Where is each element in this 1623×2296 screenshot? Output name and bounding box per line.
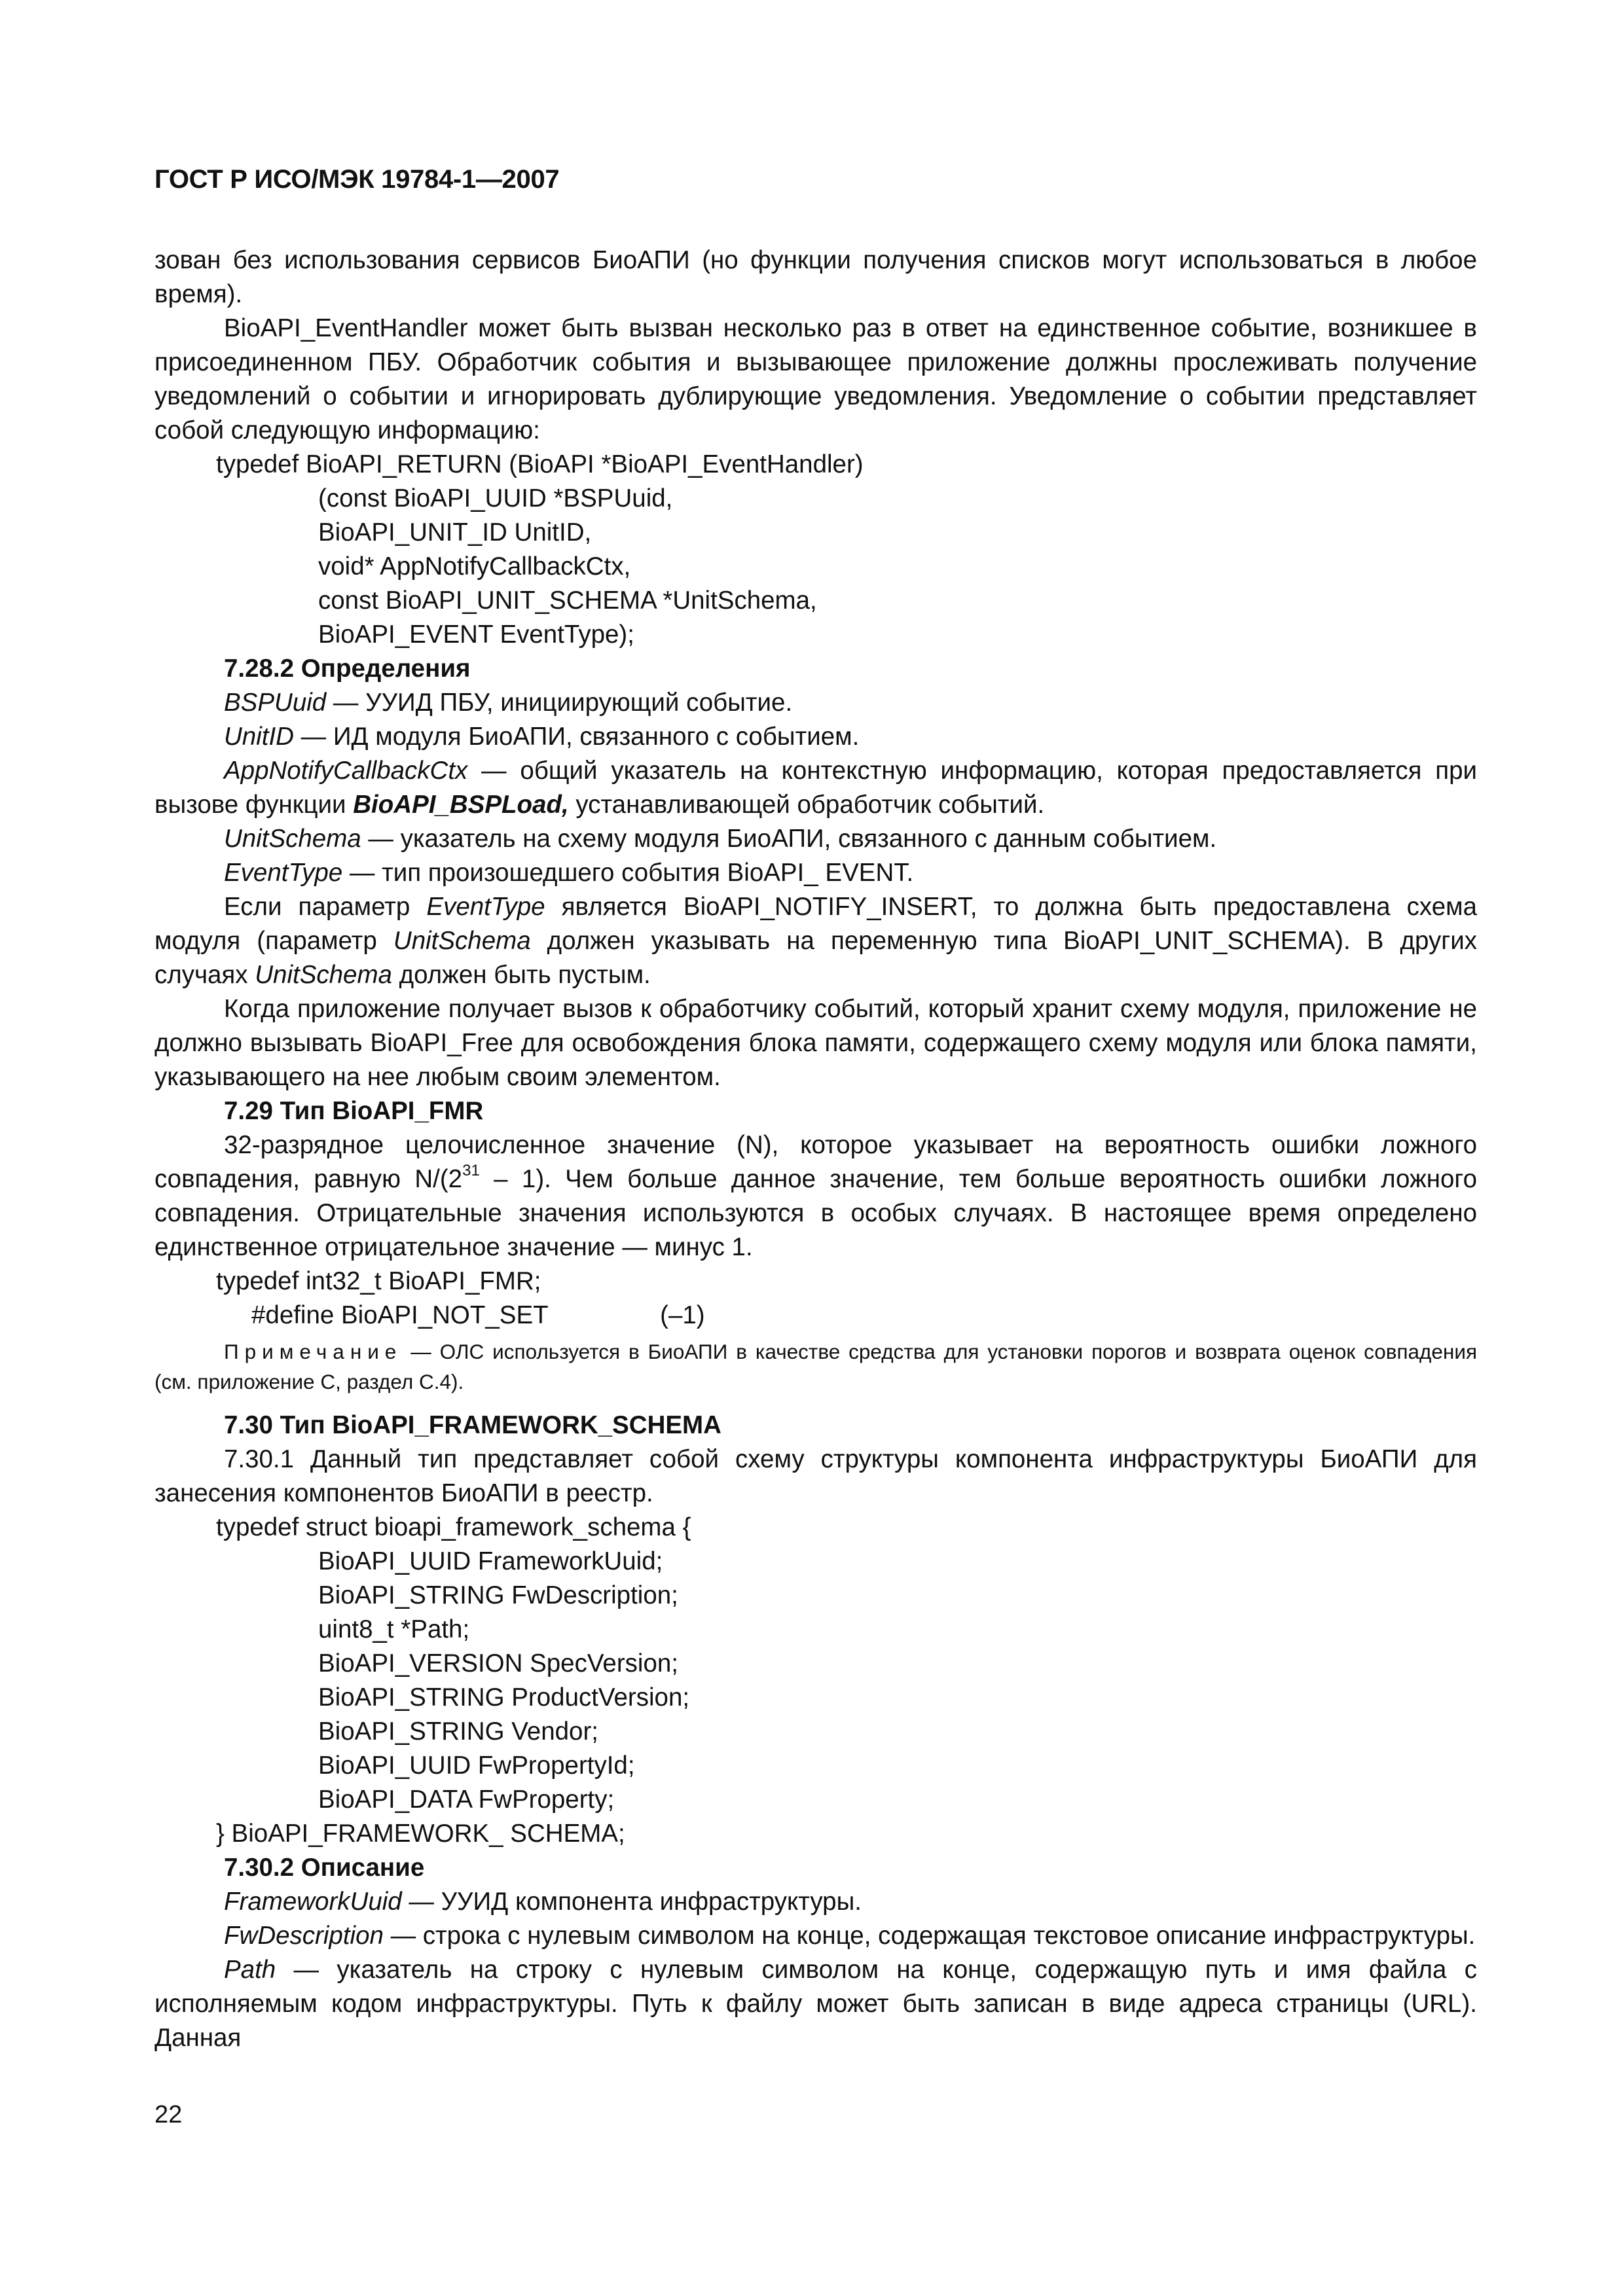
code-line: BioAPI_STRING FwDescription; xyxy=(318,1581,678,1609)
section-heading: 7.30 Тип BioAPI_FRAMEWORK_SCHEMA xyxy=(224,1411,721,1439)
code-line: const BioAPI_UNIT_SCHEMA *UnitSchema, xyxy=(318,586,817,615)
code-line: void* AppNotifyCallbackCtx, xyxy=(318,552,631,581)
term: FrameworkUuid xyxy=(224,1888,402,1916)
document-body xyxy=(155,243,1477,2055)
code-line: BioAPI_UUID FwPropertyId; xyxy=(318,1751,635,1780)
section-heading: 7.30.2 Описание xyxy=(224,1854,425,1882)
definition-text: — УУИД компонента инфраструктуры. xyxy=(401,1888,862,1916)
definition-text: — указатель на строку с нулевым символом на конце, содержащую путь и имя файла с исполняемым кодом инфраструктуры. Путь к файлу может быть записан в виде адреса страницы (URL). Данная xyxy=(155,1956,1477,2052)
definition-text: — указатель на схему модуля БиоАПИ, связанного с данным событием. xyxy=(361,825,1217,853)
paragraph: 7.30.1 Данный тип представляет собой схему структуры компонента инфраструктуры БиоАПИ для занесения компонентов БиоАПИ в реестр. xyxy=(155,1445,1477,1507)
definition-text: — строка с нулевым символом на конце, содержащая текстовое описание инфраструктуры. xyxy=(383,1922,1476,1950)
definition-text: — общий указатель на контекстную информацию, которая предоставляется при вызове функции xyxy=(155,757,1477,819)
paragraph: зован без использования сервисов БиоАПИ (но функции получения списков могут использоваться в любое время). xyxy=(155,246,1477,308)
text: 32-разрядное целочисленное значение (N), которое указывает на вероятность ошибки ложного совпадения, равную N/(2 xyxy=(155,1131,1477,1193)
page-header: ГОСТ Р ИСО/МЭК 19784-1—2007 xyxy=(155,165,560,194)
text: является BioAPI_NOTIFY_INSERT, то должна быть предоставлена схема модуля (параметр xyxy=(155,893,1477,955)
text: – 1). Чем больше данное значение, тем больше вероятность ошибки ложного совпадения. Отрицательные значения используются в особых случаях. В настоящее время определено единственное отрицательное значение — минус 1. xyxy=(155,1165,1477,1261)
code-line: (const BioAPI_UUID *BSPUuid, xyxy=(318,484,673,512)
term: AppNotifyCallbackCtx xyxy=(224,757,468,785)
code-line: BioAPI_STRING ProductVersion; xyxy=(318,1683,690,1712)
code-line: typedef BioAPI_RETURN (BioAPI *BioAPI_EventHandler) xyxy=(216,450,864,478)
definition-text: — ИД модуля БиоАПИ, связанного с событием. xyxy=(293,723,860,751)
text: должен указывать на переменную типа BioAPI_UNIT_SCHEMA). В других случаях xyxy=(155,927,1477,989)
note-label: Примечание xyxy=(224,1340,403,1363)
term: Path xyxy=(224,1956,276,1984)
paragraph xyxy=(155,890,1477,992)
definition xyxy=(155,686,1477,720)
term: UnitSchema xyxy=(224,825,361,853)
definition xyxy=(155,856,1477,890)
function-name: BioAPI_BSPLoad, xyxy=(353,791,569,819)
section-heading: 7.29 Тип BioAPI_FMR xyxy=(224,1097,484,1125)
paragraph xyxy=(155,1128,1477,1265)
code-line: BioAPI_EVENT EventType); xyxy=(318,620,634,649)
term: EventType xyxy=(224,859,343,887)
code-line: BioAPI_UUID FrameworkUuid; xyxy=(318,1547,663,1575)
paragraph: Когда приложение получает вызов к обработчику событий, который хранит схему модуля, приложение не должно вызывать BioAPI_Free для освобождения блока памяти, содержащего схему модуля или блока памяти, указывающего на нее любым своим элементом. xyxy=(155,995,1477,1091)
code-line: BioAPI_STRING Vendor; xyxy=(318,1717,598,1746)
definition-text: — УУИД ПБУ, инициирующий событие. xyxy=(326,689,793,717)
definition-text: устанавливающей обработчик событий. xyxy=(568,791,1045,819)
term: UnitID xyxy=(224,723,294,751)
term: EventType xyxy=(426,893,545,921)
paragraph: BioAPI_EventHandler может быть вызван несколько раз в ответ на единственное событие, возникшее в присоединенном ПБУ. Обработчик события и вызывающее приложение должны прослеживать получение уведомлений о событии и игнорировать дублирующие уведомления. Уведомление о событии представляет собой следующую информацию: xyxy=(155,314,1477,444)
code-line: typedef struct bioapi_framework_schema { xyxy=(216,1513,691,1541)
note xyxy=(155,1336,1477,1397)
term: UnitSchema xyxy=(255,961,392,989)
code-line: uint8_t *Path; xyxy=(318,1615,470,1643)
note-text: — ОЛС используется в БиоАПИ в качестве средства для установки порогов и возврата оценок совпадения (см. приложение С, раздел С.4). xyxy=(155,1340,1477,1393)
definition xyxy=(155,754,1477,822)
code-line: BioAPI_DATA FwProperty; xyxy=(318,1785,615,1814)
definition xyxy=(155,1885,1477,1919)
code-line: #define BioAPI_NOT_SET (–1) xyxy=(251,1301,705,1329)
text: должен быть пустым. xyxy=(392,961,651,989)
code-line: typedef int32_t BioAPI_FMR; xyxy=(216,1267,541,1295)
page-number: 22 xyxy=(155,2101,183,2128)
definition xyxy=(155,720,1477,754)
code-line: BioAPI_VERSION SpecVersion; xyxy=(318,1649,678,1677)
term: FwDescription xyxy=(224,1922,384,1950)
definition xyxy=(155,1953,1477,2055)
section-heading: 7.28.2 Определения xyxy=(224,655,471,683)
definition-text: — тип произошедшего события BioAPI_ EVENT. xyxy=(342,859,914,887)
term: BSPUuid xyxy=(224,689,327,717)
superscript: 31 xyxy=(462,1162,480,1180)
code-line: BioAPI_UNIT_ID UnitID, xyxy=(318,518,592,547)
term: UnitSchema xyxy=(393,927,531,955)
text: Если параметр xyxy=(224,893,427,921)
code-line: } BioAPI_FRAMEWORK_ SCHEMA; xyxy=(216,1820,625,1848)
definition xyxy=(155,1919,1477,1953)
definition xyxy=(155,822,1477,856)
